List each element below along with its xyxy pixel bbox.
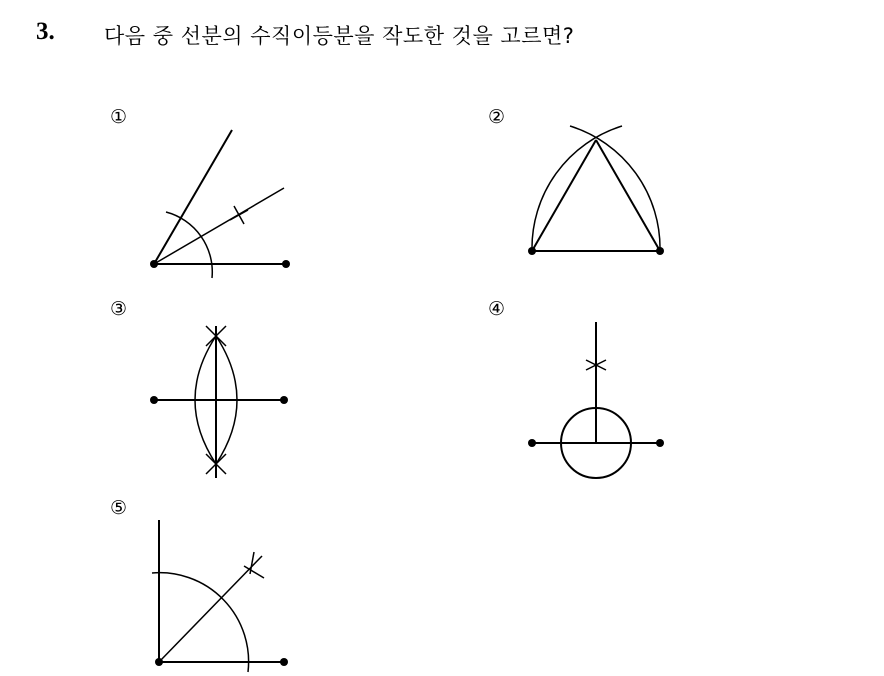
option-5-label[interactable]: ⑤ (110, 497, 128, 519)
option-2-figure (520, 120, 680, 270)
construction-arc (152, 573, 249, 672)
endpoint (282, 260, 290, 268)
right-endpoint (656, 439, 664, 447)
endpoint (280, 658, 288, 666)
option-4-figure (520, 318, 680, 488)
construction-arc (166, 212, 212, 278)
option-1-label[interactable]: ① (110, 106, 128, 128)
right-endpoint (280, 396, 288, 404)
question-number: 3. (36, 18, 55, 45)
arc-mark-b (230, 210, 248, 220)
option-1-figure (130, 120, 310, 290)
option-4-label[interactable]: ④ (488, 298, 506, 320)
vertex-point (155, 658, 163, 666)
option-5-figure (140, 512, 300, 676)
option-3-label[interactable]: ③ (110, 298, 128, 320)
option-2-label[interactable]: ② (488, 106, 506, 128)
question-text: 다음 중 선분의 수직이등분을 작도한 것을 고르면? (104, 24, 575, 48)
left-endpoint (150, 396, 158, 404)
triangle-right-side (596, 140, 660, 251)
angle-ray-upper (154, 130, 232, 264)
left-endpoint (528, 247, 536, 255)
left-endpoint (528, 439, 536, 447)
vertex-point (150, 260, 158, 268)
triangle-left-side (532, 140, 596, 251)
right-endpoint (656, 247, 664, 255)
bisector-line (154, 188, 284, 264)
option-3-figure (140, 318, 300, 488)
